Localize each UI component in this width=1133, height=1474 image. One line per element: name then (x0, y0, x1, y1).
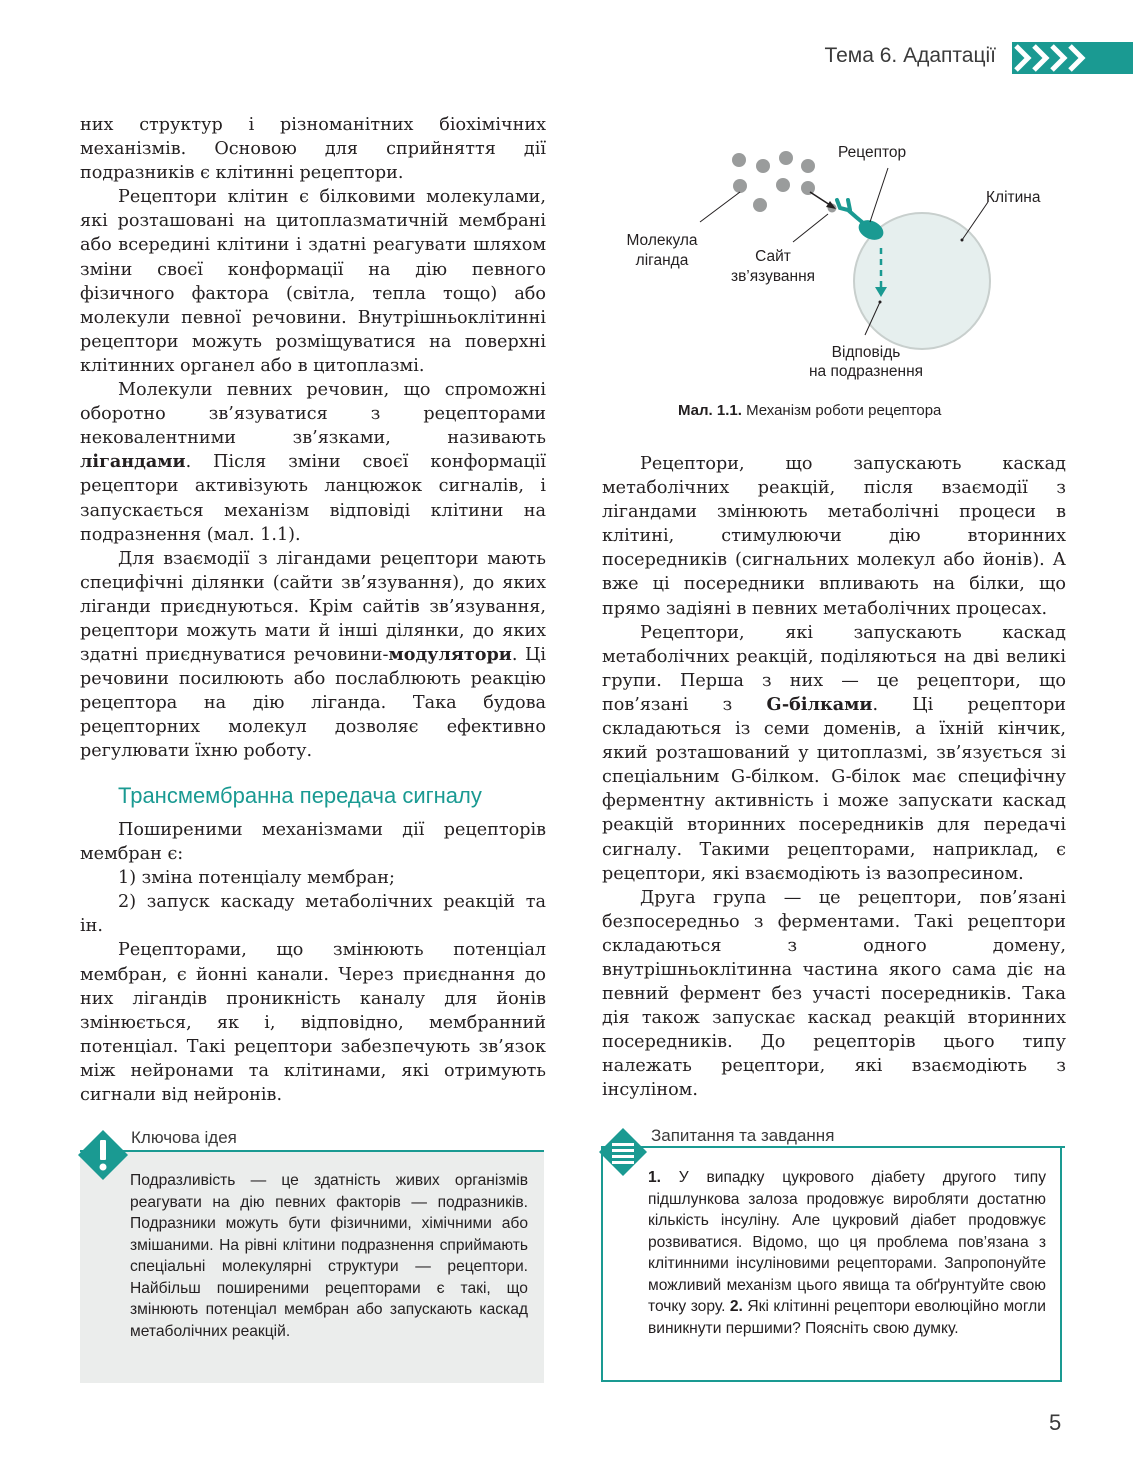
figure-caption-label: Мал. 1.1. (678, 402, 742, 419)
figure-caption (678, 402, 941, 419)
key-idea-divider (80, 1150, 544, 1152)
paragraph (80, 890, 546, 938)
text-run: Які клітинні рецептори еволюційно могли виникнути першими? Поясніть свою думку. (648, 1298, 1046, 1337)
text-run: . Ці речовини посилюють або послаблюють реакцію рецептора на дію ліганда. Така будова рецепторних молекул дозволяє ефективно регулювати їхню роботу. (80, 645, 547, 762)
text-run: Рецептори, що запускають каскад метаболічних реакцій, після взаємодії з лігандами змінюють метаболічні процеси в клітині, стимулюючи дію вторинних посередників (сигнальних молекул або йонів). А вже ці посередники впливають на білки, що прямо задіяні в певних метаболічних процесах. (602, 454, 1066, 619)
text-run: Для взаємодії з лігандами рецептори мають специфічні ділянки (сайти зв’язування), до яких ліганди приєднуються. Крім сайтів зв’язування, рецептори можуть мати й інші ділянки, до яких здатні приєднуватися речовини- (80, 548, 546, 666)
questions-divider (601, 1146, 1065, 1148)
questions-title: Запитання та завдання (651, 1126, 835, 1145)
bold-term: модулятори (388, 644, 512, 666)
bold-term: лігандами (80, 451, 186, 473)
text-run: Рецепторами, що змінюють потенціал мембран, є йонні канали. Через приєднання до них лігандів проникність каналу для йонів змінюється, як і, відповідно, мембранний потенціал. Такі рецептори забезпечують зв’язок між нейронами та клітинами, які отримують сигнали від нейронів. (80, 940, 546, 1106)
paragraph (80, 938, 546, 1107)
label-site-1: Сайт (755, 248, 791, 265)
label-response-2: на подразнення (808, 363, 924, 380)
label-receptor: Рецептор (838, 144, 907, 161)
right-column-text (602, 452, 1066, 1103)
paragraph (80, 185, 546, 378)
ligand-molecules (732, 151, 837, 213)
label-ligand-1: Молекула (626, 232, 698, 249)
page-number: 5 (1049, 1410, 1062, 1435)
text-run: Рецептори, які запускають каскад метаболічних реакцій, поділяються на дві великі групи. Перша з них — це рецептори, що пов’язані з (602, 622, 1066, 715)
text-run: У випадку цукрового діабету другого типу підшлункова залоза продовжує виробляти достатню кількість інсуліну. Але цукровий діабет продовжує розвиватися. Відомо, що ця проблема пов’язана з клітинними інсуліновими рецепторами. Запропонуйте можливий механізм цього явища та обґрунтуйте свою точку зору. (648, 1169, 1046, 1315)
paragraph (80, 378, 546, 547)
left-column-text (80, 113, 546, 764)
paragraph (80, 866, 546, 890)
label-response-1: Відповідь (831, 344, 901, 361)
bold-term: G-білками (766, 693, 873, 715)
list-diamond-icon (599, 1128, 647, 1176)
exclamation-diamond-icon (78, 1130, 128, 1180)
bold-term: 2. (729, 1298, 743, 1315)
text-run: Рецептори клітин є білковими молекулами, які розташовані на цитоплазматичній мембрані або всередині клітини і здатні реагувати шляхом зміни своєї конформації на дію певного фізичного фактора (світла, тепла тощо) або молекули певної речовини. Внутрішньоклітинні рецептори можуть розміщуватися на поверхні клітинних органел або в цитоплазмі. (80, 187, 546, 376)
text-run: . Після зміни своєї конформації рецептори активізують ланцюжок сигналів, і запускається механізм відповіді клітини на подразнення (мал. 1.1). (80, 452, 546, 545)
label-cell: Клітина (986, 189, 1041, 206)
text-run: 1) зміна потенціалу мембран; (118, 868, 395, 889)
questions-text (648, 1167, 1046, 1339)
label-ligand-2: ліганда (635, 252, 689, 269)
text-run: Поширеними механізмами дії рецепторів мембран є: (80, 820, 546, 865)
paragraph (80, 818, 546, 866)
chevron-arrows-icon (1012, 42, 1133, 74)
label-site-2: зв’язування (730, 268, 816, 285)
left-column-text-2 (80, 818, 546, 1107)
text-run: Молекули певних речовин, що спроможні оборотно зв’язуватися з рецепторами нековалентними зв’язками, називають (80, 380, 546, 449)
figure-caption-text: Механізм роботи рецептора (741, 402, 942, 419)
text-run: 2) запуск каскаду метаболічних реакцій та ін. (80, 892, 546, 937)
text-run: Друга група — це рецептори, пов’язані безпосередньо з ферментами. Такі рецептори складаються з одного домену, внутрішньоклітинна частина якого сама діє на певний фермент без участі посередників. Така дія також запускає каскад реакцій вторинних посередників. До рецепторів цього типу належать рецептори, які взаємодіють з інсуліном. (602, 887, 1066, 1101)
paragraph (80, 113, 546, 185)
bold-term: 1. (648, 1169, 662, 1186)
text-run: . Ці рецептори складаються із семи доменів, а їхній кінчик, який розташований у цитоплазмі, зв’язується зі спеціальним G-білком. G-білок має специфічну ферментну активність і може запускати каскад реакцій вторинних посередників для передачі сигналу. Такими рецепторами, наприклад, є рецептори, які взаємодіють із вазопресином. (602, 694, 1066, 884)
paragraph (602, 621, 1066, 886)
paragraph (602, 452, 1066, 621)
key-idea-text: Подразливість — це здатність живих організмів реагувати на дію певних факторів — подразників. Подразники можуть бути фізичними, хімічними або змішаними. На рівні клітини подразнення сприймають спеціальні молекулярні структури — рецептори. Найбільш поширеними рецепторами є такі, що змінюють потенціал мембран або запускають каскад метаболічних реакцій. (130, 1172, 528, 1340)
text-run: них структур і різноманітних біохімічних механізмів. Основою для сприйняття дії подразників є клітинні рецептори. (80, 115, 546, 184)
key-idea-title: Ключова ідея (131, 1128, 237, 1147)
chapter-title: Тема 6. Адаптації (824, 44, 996, 67)
paragraph (602, 886, 1066, 1103)
paragraph (80, 547, 546, 764)
section-heading: Трансмембранна передача сигналу (118, 783, 482, 808)
receptor-mechanism-figure (600, 130, 1070, 390)
receptor-shape (837, 200, 887, 244)
